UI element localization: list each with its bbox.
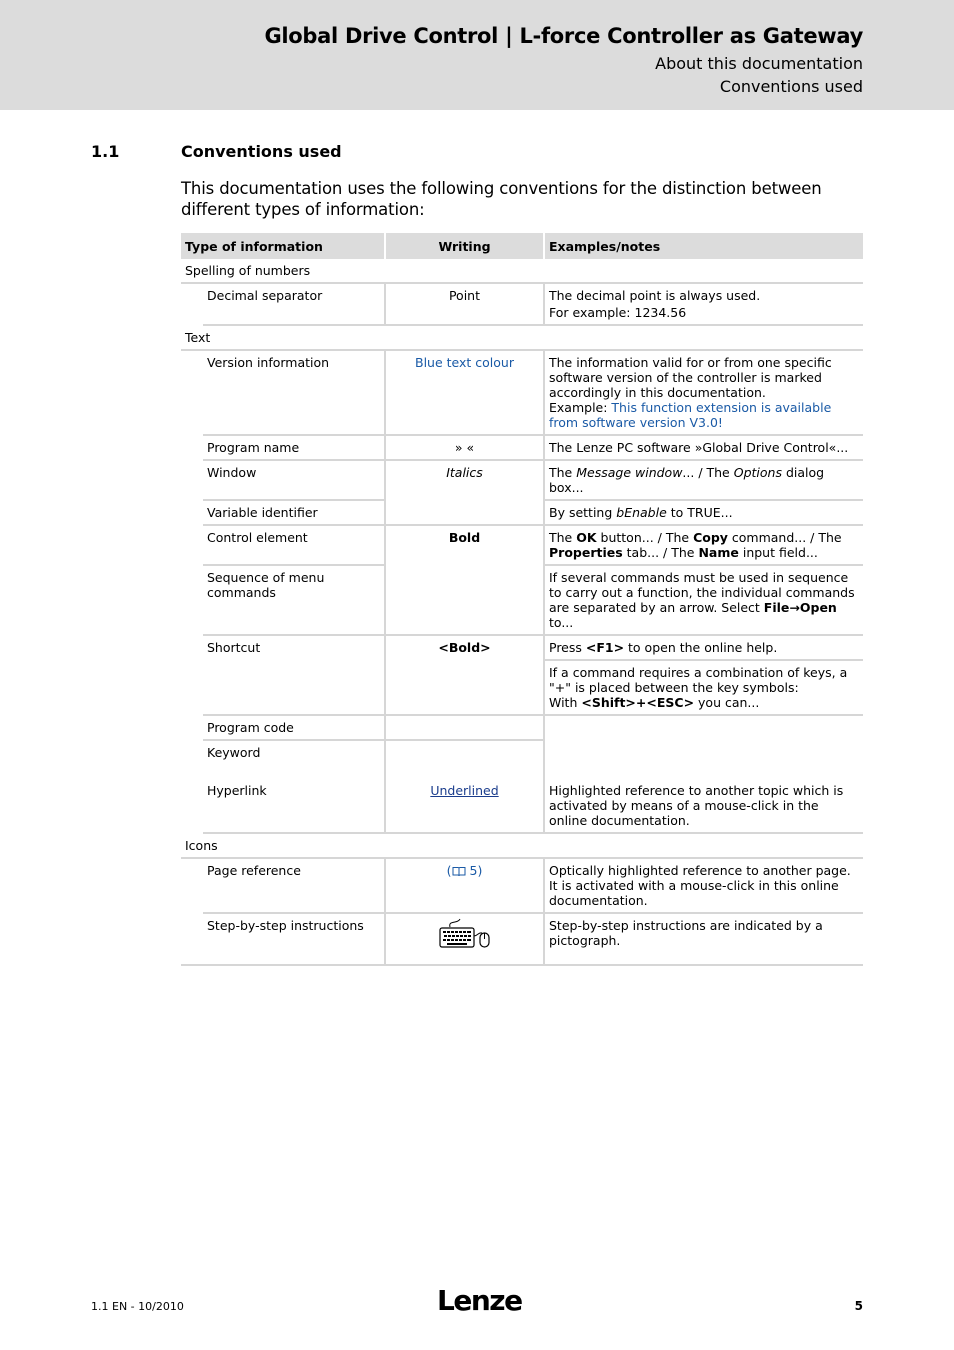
example-italic: bEnable	[616, 505, 667, 520]
indent-cell	[181, 350, 203, 435]
page-ref-number: 5)	[465, 863, 483, 878]
type-cell: Keyword	[207, 745, 261, 760]
example-part: command... / The	[727, 530, 842, 545]
page-reference-link[interactable]	[447, 863, 483, 878]
section-title: Conventions used	[181, 142, 342, 161]
example-cell	[544, 525, 863, 565]
type-cell: Sequence of menu commands	[203, 565, 385, 635]
breadcrumb-chapter: About this documentation	[655, 54, 863, 73]
indent-cell	[181, 500, 203, 525]
type-cell: Control element	[203, 525, 385, 565]
writing-italics: Italics	[446, 465, 483, 480]
table-row	[181, 460, 863, 500]
writing-cell	[385, 858, 544, 913]
header-writing: Writing	[385, 233, 544, 259]
type-cell: Shortcut	[203, 635, 385, 715]
example-text: The information valid for or from one specific software version of the controller is marked accordingly in this documentation.	[549, 355, 832, 400]
example-italic: Message window	[576, 465, 683, 480]
type-cell: Program code	[203, 715, 385, 740]
arrow-icon: →	[789, 600, 800, 615]
indent-cell	[181, 460, 203, 500]
page-number: 5	[854, 1299, 863, 1313]
indent-cell	[181, 858, 203, 913]
example-prefix: Example:	[549, 400, 612, 415]
example-part: dialog box...	[549, 465, 825, 495]
example-part: to open the online help.	[624, 640, 778, 655]
example-cell	[544, 460, 863, 500]
writing-cell	[385, 460, 544, 525]
header-examples: Examples/notes	[544, 233, 863, 259]
table-row	[181, 283, 863, 325]
table-row	[181, 525, 863, 565]
group-row-icons	[181, 833, 863, 858]
example-cell	[544, 565, 863, 635]
indent-cell	[181, 435, 203, 460]
writing-cell	[385, 913, 544, 965]
example-cell	[544, 283, 863, 325]
group-row-numbers	[181, 259, 863, 283]
table-row	[181, 779, 863, 833]
type-cell: Program name	[203, 435, 385, 460]
example-bold: Copy	[693, 530, 728, 545]
example-part: you can...	[694, 695, 760, 710]
writing-cell: Bold	[385, 525, 544, 635]
example-part: The	[549, 530, 577, 545]
intro-paragraph: This documentation uses the following conventions for the distinction between different types of information:	[181, 179, 822, 219]
example-part: Press	[549, 640, 586, 655]
example-blue-text: This function extension is available from software version V3.0!	[549, 400, 832, 430]
indent-cell	[181, 913, 203, 965]
table-row	[181, 858, 863, 913]
table-row	[181, 635, 863, 660]
example-part: button... / The	[596, 530, 694, 545]
table-header-row	[181, 233, 863, 259]
example-cell: Highlighted reference to another topic which is activated by means of a mouse-click in the online documentation.	[544, 779, 863, 833]
table-row	[181, 913, 863, 965]
keyboard-mouse-icon	[438, 938, 492, 953]
example-cell: Step-by-step instructions are indicated by a pictograph.	[544, 913, 863, 965]
indent-cell	[181, 635, 203, 660]
example-bold: Name	[698, 545, 739, 560]
type-cell: Variable identifier	[203, 500, 385, 525]
page-ref-open: (	[446, 863, 452, 878]
indent-cell	[181, 565, 203, 635]
example-part: input field...	[738, 545, 818, 560]
example-part: ... / The	[682, 465, 734, 480]
section-number: 1.1	[91, 142, 120, 161]
type-cell: Step-by-step instructions	[203, 913, 385, 965]
example-bold: OK	[576, 530, 597, 545]
indent-cell	[181, 525, 203, 565]
conventions-table	[181, 233, 863, 966]
indent-cell	[181, 779, 203, 833]
example-line: The decimal point is always used.	[549, 288, 761, 303]
writing-cell: <Bold>	[385, 635, 544, 715]
table-row	[181, 350, 863, 435]
type-cell: Decimal separator	[203, 283, 385, 325]
example-part: tab... / The	[622, 545, 699, 560]
page-header	[0, 0, 954, 110]
book-icon	[452, 865, 466, 880]
example-cell	[544, 715, 863, 779]
lenze-logo: Lenze	[437, 1284, 522, 1317]
writing-cell: » «	[385, 435, 544, 460]
group-label: Text	[181, 325, 863, 350]
indent-cell	[181, 715, 203, 740]
example-cell	[544, 500, 863, 525]
breadcrumb-section: Conventions used	[719, 77, 863, 96]
example-line: If a command requires a combination of keys, a "+" is placed between the key symbols:	[549, 665, 848, 695]
writing-cell	[385, 740, 544, 779]
table-row	[181, 435, 863, 460]
table-row	[181, 715, 863, 740]
type-cell: Hyperlink	[203, 779, 385, 833]
example-part: to TRUE...	[666, 505, 733, 520]
example-part: By setting	[549, 505, 617, 520]
example-cell: Optically highlighted reference to another page. It is activated with a mouse-click in this online documentation.	[544, 858, 863, 913]
document-title: Global Drive Control | L-force Controller as Gateway	[264, 24, 863, 48]
example-bold: <Shift>+<ESC>	[581, 695, 695, 710]
type-cell: Window	[203, 460, 385, 500]
example-italic: Options	[733, 465, 782, 480]
underlined-link[interactable]: Underlined	[430, 783, 499, 798]
example-cell	[544, 660, 863, 715]
group-label: Spelling of numbers	[181, 259, 863, 283]
indent-cell	[181, 283, 203, 325]
indent-cell	[181, 740, 203, 779]
example-part: If several commands must be used in sequence to carry out a function, the individual commands are separated by an arrow. Select	[549, 570, 855, 615]
group-label: Icons	[181, 833, 863, 858]
writing-cell	[385, 715, 544, 740]
example-part: The	[549, 465, 577, 480]
example-bold: Open	[799, 600, 837, 615]
example-bold: <F1>	[585, 640, 625, 655]
footer-version: 1.1 EN - 10/2010	[91, 1300, 184, 1313]
writing-cell: Point	[385, 283, 544, 325]
writing-cell: Blue text colour	[385, 350, 544, 435]
example-cell: The Lenze PC software »Global Drive Control«...	[544, 435, 863, 460]
group-row-text	[181, 325, 863, 350]
header-type: Type of information	[181, 233, 385, 259]
example-part: to...	[549, 615, 574, 630]
example-cell	[544, 350, 863, 435]
example-line: For example: 1234.56	[549, 305, 687, 320]
writing-cell	[385, 779, 544, 833]
type-cell: Version information	[203, 350, 385, 435]
example-bold: File	[763, 600, 790, 615]
type-cell: Page reference	[203, 858, 385, 913]
example-cell	[544, 635, 863, 660]
indent-cell	[181, 660, 203, 715]
example-part: With	[549, 695, 582, 710]
example-bold: Properties	[549, 545, 623, 560]
